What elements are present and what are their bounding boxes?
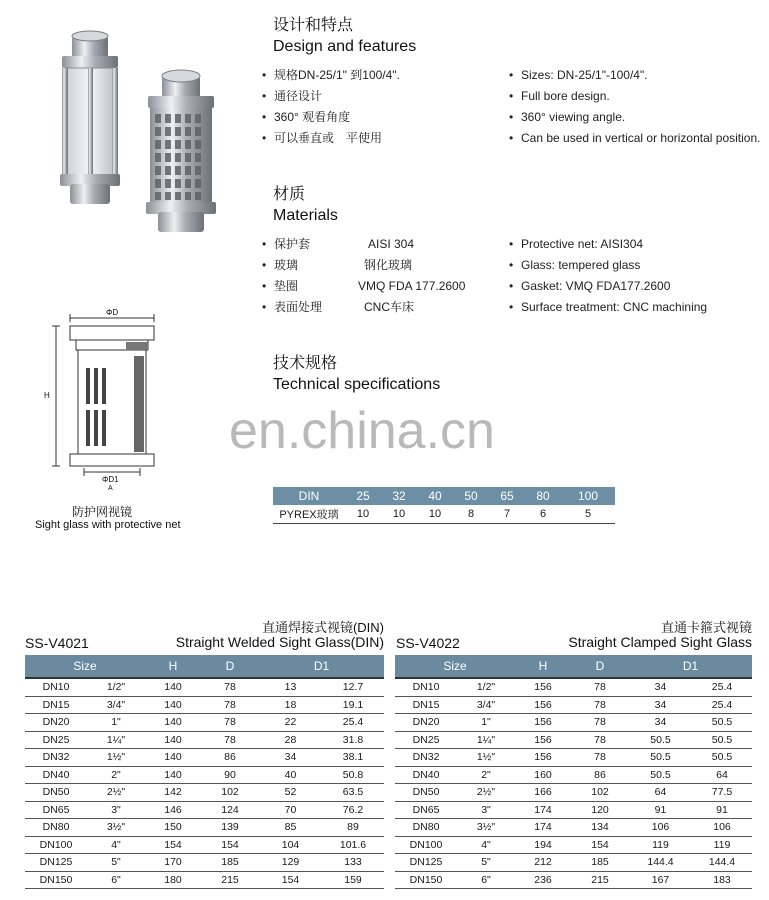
- table-row: [395, 836, 752, 854]
- table-cell: 50.5: [629, 766, 692, 784]
- list-item: • Surface treatment: CNC machining: [509, 300, 708, 314]
- materials-title-cn: 材质: [273, 186, 306, 203]
- table-cell: 78: [571, 749, 629, 767]
- table-header-cell: 25: [345, 487, 381, 505]
- table-row: [25, 696, 384, 714]
- table-cell: 159: [322, 871, 384, 889]
- table-cell: DN25: [395, 731, 457, 749]
- table-header-cell: D: [201, 655, 259, 678]
- table-cell: 1½": [87, 749, 145, 767]
- table-cell: 104: [259, 836, 322, 854]
- table-cell: 50.8: [322, 766, 384, 784]
- table-cell: 150: [145, 819, 201, 837]
- table-cell: 154: [201, 836, 259, 854]
- protective-net-photo: [146, 70, 216, 232]
- table-cell: 50.5: [692, 749, 752, 767]
- table-cell: 64: [629, 784, 692, 802]
- table-cell: DN40: [395, 766, 457, 784]
- table-cell: 101.6: [322, 836, 384, 854]
- table-cell: 102: [201, 784, 259, 802]
- table-header-cell: 80: [525, 487, 561, 505]
- table-row: [25, 801, 384, 819]
- table-cell: 6": [457, 871, 515, 889]
- table-cell: 7: [489, 505, 525, 524]
- table-cell: 50.5: [629, 749, 692, 767]
- table-header-cell: H: [515, 655, 571, 678]
- table-cell: 144.4: [692, 854, 752, 872]
- table-header-cell: DIN: [273, 487, 345, 505]
- table-cell: 22: [259, 714, 322, 732]
- table1: [25, 655, 384, 889]
- list-item: • Gasket: VMQ FDA177.2600: [509, 279, 671, 293]
- list-item: • Sizes: DN-25/1"-100/4".: [509, 68, 648, 82]
- table-cell: DN50: [395, 784, 457, 802]
- table-cell: 19.1: [322, 696, 384, 714]
- table-cell: 10: [345, 505, 381, 524]
- table-header-cell: Size: [395, 655, 515, 678]
- table-header-cell: 65: [489, 487, 525, 505]
- table-cell: 1": [457, 714, 515, 732]
- drawing-caption-cn: 防护网视镜: [72, 505, 133, 519]
- table-cell: DN40: [25, 766, 87, 784]
- table-cell: 215: [201, 871, 259, 889]
- table-cell: 34: [629, 696, 692, 714]
- table-cell: 25.4: [692, 678, 752, 696]
- table2: [395, 655, 752, 889]
- table-cell: 78: [571, 714, 629, 732]
- table-row: [395, 854, 752, 872]
- materials-list-cn: [262, 234, 465, 318]
- table-cell: 77.5: [692, 784, 752, 802]
- table-cell: 34: [259, 749, 322, 767]
- table-cell: 183: [692, 871, 752, 889]
- table-cell: 156: [515, 696, 571, 714]
- table-row: [395, 784, 752, 802]
- table-cell: 160: [515, 766, 571, 784]
- table-cell: 3½": [87, 819, 145, 837]
- table-cell: 106: [692, 819, 752, 837]
- table-header-cell: D1: [259, 655, 384, 678]
- table-cell: 180: [145, 871, 201, 889]
- table-cell: 174: [515, 801, 571, 819]
- table-cell: 63.5: [322, 784, 384, 802]
- table2-model: SS-V4022: [396, 635, 460, 651]
- list-item: • Full bore design.: [509, 89, 610, 103]
- table1-title-en: Straight Welded Sight Glass(DIN): [175, 634, 384, 650]
- list-item: • 垫圈 VMQ FDA 177.2600: [262, 279, 466, 293]
- table-cell: 3": [457, 801, 515, 819]
- table-cell: 34: [629, 678, 692, 696]
- table-header-cell: D1: [629, 655, 752, 678]
- table-cell: 6: [525, 505, 561, 524]
- table-header-cell: Size: [25, 655, 145, 678]
- table-cell: 90: [201, 766, 259, 784]
- h-label: H: [44, 391, 50, 400]
- table-cell: 89: [322, 819, 384, 837]
- tech-title-en: Technical specifications: [273, 376, 441, 393]
- table-cell: DN10: [395, 678, 457, 696]
- table-cell: 119: [629, 836, 692, 854]
- table-cell: 10: [417, 505, 453, 524]
- table-row: [25, 836, 384, 854]
- table-row: [25, 714, 384, 732]
- table-cell: 140: [145, 714, 201, 732]
- table-cell: DN15: [395, 696, 457, 714]
- table-cell: 5: [561, 505, 615, 524]
- table-cell: 25.4: [322, 714, 384, 732]
- table-cell: 18: [259, 696, 322, 714]
- table-cell: PYREX玻璃: [273, 505, 345, 524]
- table-cell: 215: [571, 871, 629, 889]
- table-cell: 50.5: [692, 731, 752, 749]
- list-item: • Can be used in vertical or horizontal position.: [509, 131, 761, 145]
- table-cell: 134: [571, 819, 629, 837]
- table-cell: 154: [259, 871, 322, 889]
- table-header: [395, 655, 752, 678]
- list-item: • 规格DN-25/1" 到100/4".: [262, 68, 400, 82]
- table-cell: DN100: [395, 836, 457, 854]
- table2-title-cn: 直通卡箍式视镜: [660, 620, 752, 635]
- table-cell: 120: [571, 801, 629, 819]
- pyrex-table: [273, 487, 615, 524]
- table-row: [273, 505, 615, 524]
- table-cell: 64: [692, 766, 752, 784]
- table-cell: 86: [201, 749, 259, 767]
- table-cell: 78: [201, 678, 259, 696]
- table-cell: 185: [201, 854, 259, 872]
- table-cell: 5": [457, 854, 515, 872]
- table-cell: 2½": [87, 784, 145, 802]
- table-cell: 1": [87, 714, 145, 732]
- design-list-en: [509, 65, 760, 149]
- table-cell: 40: [259, 766, 322, 784]
- table-cell: DN15: [25, 696, 87, 714]
- table-cell: 1/2": [457, 678, 515, 696]
- list-item: • Glass: tempered glass: [509, 258, 641, 272]
- table-header-cell: H: [145, 655, 201, 678]
- table-row: [25, 854, 384, 872]
- list-item: • 360° 观看角度: [262, 110, 351, 124]
- table-cell: 156: [515, 678, 571, 696]
- table-cell: 85: [259, 819, 322, 837]
- table-cell: 78: [201, 731, 259, 749]
- table-cell: 170: [145, 854, 201, 872]
- table-cell: 194: [515, 836, 571, 854]
- table-cell: 156: [515, 731, 571, 749]
- table2-title-en: Straight Clamped Sight Glass: [568, 634, 752, 650]
- table-cell: 78: [571, 696, 629, 714]
- table-cell: DN65: [25, 801, 87, 819]
- table-row: [395, 678, 752, 696]
- table-cell: 156: [515, 749, 571, 767]
- sight-glass-photo: [60, 31, 120, 204]
- table-cell: 154: [145, 836, 201, 854]
- list-item: • 通径设计: [262, 89, 323, 103]
- table-cell: 129: [259, 854, 322, 872]
- table-header-cell: 32: [381, 487, 417, 505]
- product-photo: [40, 22, 240, 237]
- table-row: [25, 731, 384, 749]
- phi-d-label: ΦD: [106, 308, 119, 317]
- table-cell: DN65: [395, 801, 457, 819]
- table-cell: DN10: [25, 678, 87, 696]
- table-cell: 38.1: [322, 749, 384, 767]
- table-cell: 76.2: [322, 801, 384, 819]
- table-cell: 78: [201, 714, 259, 732]
- table-cell: 78: [571, 731, 629, 749]
- table-cell: DN25: [25, 731, 87, 749]
- table-cell: 119: [692, 836, 752, 854]
- table-row: [25, 871, 384, 889]
- a-label: A: [108, 485, 113, 492]
- table-cell: 1/2": [87, 678, 145, 696]
- table-cell: 8: [453, 505, 489, 524]
- drawing-caption-en: Sight glass with protective net: [35, 519, 181, 531]
- table-row: [25, 784, 384, 802]
- table-row: [395, 801, 752, 819]
- table-cell: 1½": [457, 749, 515, 767]
- table-cell: 133: [322, 854, 384, 872]
- table-cell: DN80: [25, 819, 87, 837]
- table-cell: 91: [692, 801, 752, 819]
- table-row: [395, 696, 752, 714]
- table1-model: SS-V4021: [25, 635, 89, 651]
- list-item: • 360° viewing angle.: [509, 110, 626, 124]
- table-cell: 236: [515, 871, 571, 889]
- list-item: • 玻璃 钢化玻璃: [262, 258, 413, 272]
- table-header-cell: 50: [453, 487, 489, 505]
- table-cell: 144.4: [629, 854, 692, 872]
- design-title-en: Design and features: [273, 38, 417, 55]
- table-cell: DN20: [395, 714, 457, 732]
- table-cell: 70: [259, 801, 322, 819]
- table-cell: 140: [145, 749, 201, 767]
- table-row: [395, 871, 752, 889]
- table-cell: 154: [571, 836, 629, 854]
- table-cell: 3": [87, 801, 145, 819]
- table-header: [273, 487, 615, 505]
- table-row: [25, 766, 384, 784]
- table-cell: DN150: [25, 871, 87, 889]
- design-list-cn: [262, 65, 400, 149]
- table-cell: 140: [145, 678, 201, 696]
- table-cell: 2½": [457, 784, 515, 802]
- table-cell: 4": [87, 836, 145, 854]
- table-cell: 91: [629, 801, 692, 819]
- table-cell: 139: [201, 819, 259, 837]
- list-item: • 保护套 AISI 304: [262, 237, 415, 251]
- table-cell: 31.8: [322, 731, 384, 749]
- technical-drawing: [40, 306, 180, 492]
- table-cell: 106: [629, 819, 692, 837]
- table-cell: 6": [87, 871, 145, 889]
- table-cell: DN32: [25, 749, 87, 767]
- table-cell: 140: [145, 731, 201, 749]
- table-row: [395, 766, 752, 784]
- watermark: en.china.cn: [229, 402, 495, 460]
- table-cell: 12.7: [322, 678, 384, 696]
- table-header: [25, 655, 384, 678]
- table-cell: 140: [145, 766, 201, 784]
- table-cell: 102: [571, 784, 629, 802]
- table-row: [25, 678, 384, 696]
- table-cell: DN50: [25, 784, 87, 802]
- materials-list-en: [509, 234, 707, 318]
- table-cell: 1¼": [87, 731, 145, 749]
- table-cell: 78: [571, 678, 629, 696]
- table-cell: 10: [381, 505, 417, 524]
- design-title-cn: 设计和特点: [273, 17, 354, 34]
- table-cell: 142: [145, 784, 201, 802]
- table-cell: DN125: [395, 854, 457, 872]
- table1-title-cn: 直通焊接式视镜(DIN): [261, 620, 384, 635]
- table-cell: 3/4": [87, 696, 145, 714]
- table-cell: 86: [571, 766, 629, 784]
- table-cell: DN150: [395, 871, 457, 889]
- table-cell: 50.5: [692, 714, 752, 732]
- table-cell: 5": [87, 854, 145, 872]
- table-cell: 3/4": [457, 696, 515, 714]
- table-row: [395, 749, 752, 767]
- table-row: [25, 749, 384, 767]
- table-row: [395, 819, 752, 837]
- table-row: [395, 714, 752, 732]
- table-cell: 34: [629, 714, 692, 732]
- table-cell: 2": [87, 766, 145, 784]
- table-cell: DN32: [395, 749, 457, 767]
- table-header-cell: 100: [561, 487, 615, 505]
- table-cell: 167: [629, 871, 692, 889]
- list-item: • 表面处理 CNC车床: [262, 300, 414, 314]
- table-row: [395, 731, 752, 749]
- table-header-cell: D: [571, 655, 629, 678]
- materials-title-en: Materials: [273, 207, 338, 224]
- tech-title-cn: 技术规格: [273, 355, 338, 372]
- table-cell: 28: [259, 731, 322, 749]
- table-cell: 1¼": [457, 731, 515, 749]
- list-item: • 可以垂直或 平使用: [262, 131, 383, 145]
- table-cell: 50.5: [629, 731, 692, 749]
- table-cell: DN100: [25, 836, 87, 854]
- table-cell: 78: [201, 696, 259, 714]
- table-cell: 3½": [457, 819, 515, 837]
- table-cell: 140: [145, 696, 201, 714]
- table-cell: 2": [457, 766, 515, 784]
- table-cell: 156: [515, 714, 571, 732]
- table-cell: 166: [515, 784, 571, 802]
- table-cell: 185: [571, 854, 629, 872]
- table-cell: 13: [259, 678, 322, 696]
- table-cell: DN125: [25, 854, 87, 872]
- table-cell: 4": [457, 836, 515, 854]
- table-header-cell: 40: [417, 487, 453, 505]
- list-item: • Protective net: AISI304: [509, 237, 644, 251]
- table-cell: 174: [515, 819, 571, 837]
- table-cell: DN20: [25, 714, 87, 732]
- table-cell: 124: [201, 801, 259, 819]
- phi-d1-label: ΦD1: [102, 475, 119, 484]
- table-cell: DN80: [395, 819, 457, 837]
- table-cell: 52: [259, 784, 322, 802]
- table-cell: 146: [145, 801, 201, 819]
- table-cell: 25.4: [692, 696, 752, 714]
- table-cell: 212: [515, 854, 571, 872]
- table-row: [25, 819, 384, 837]
